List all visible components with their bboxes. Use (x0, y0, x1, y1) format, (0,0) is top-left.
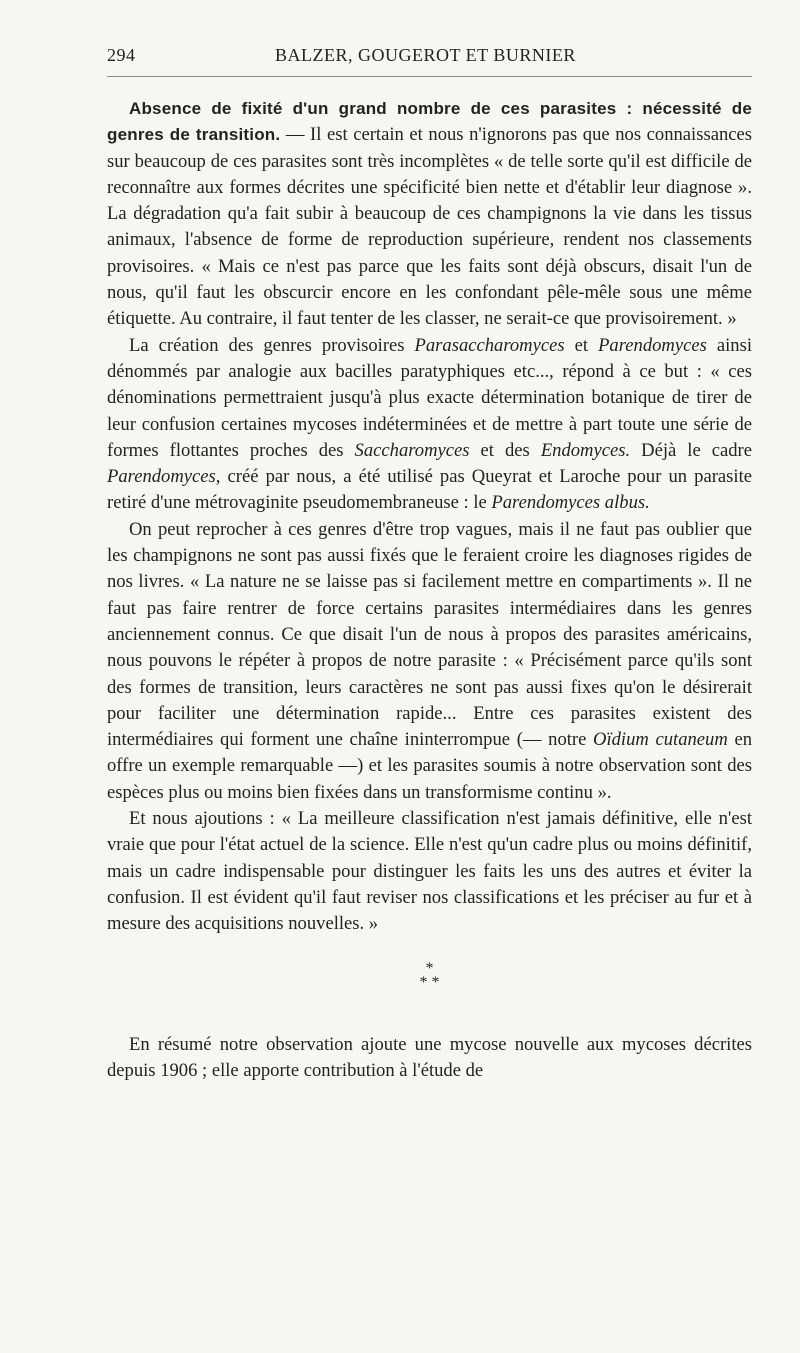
paragraph-classification: Et nous ajoutions : « La meilleure classification n'est jamais définitive, elle n'est vraie que pour l'état actuel de la science. Elle n'est qu'un cadre plus ou moins définitif, mais un cadre indispensable pour distinguer les faits les uns des autres et éviter la confusion. Il est évident qu'il faut reviser nos classifications et les préciser au fur et à mesure des acquisitions nouvelles. » (107, 808, 752, 935)
body-text (107, 96, 752, 1084)
section-heading: Absence de fixité d'un grand nombre de ces parasites : nécessité de genres de transition. (107, 99, 752, 145)
text-run: ainsi dénommés par analogie aux bacilles paratyphiques etc..., répond à ce but : « ces dénominations permettraient jusqu'à plus exacte détermination botanique de tirer de leur confusion certaines mycoses indéterminées et de mettre à part toute une série de formes flottantes proches des (107, 334, 752, 461)
page-number: 294 (107, 45, 136, 65)
paragraph-text: — Il est certain et nous n'ignorons pas que nos connaissances sur beaucoup de ces parasites sont très incomplètes « de telle sorte qu'il est difficile de reconnaître aux formes décrites une spécificité bien nette et d'établir leur diagnose ». La dégradation qu'a fait subir à beaucoup de ces champignons la vie dans les tissus animaux, l'absence de forme de reproduction supérieure, rendent nos classements provisoires. « Mais ce n'est pas parce que les faits sont déjà obscurs, disait l'un de nous, qu'il faut les obscurcir encore en les confondant pêle-mêle sous une même étiquette. Au contraire, il faut tenter de les classer, ne serait-ce que provisoirement. » (107, 124, 752, 330)
species-name: Parendomyces albus. (491, 492, 650, 514)
text-run: Déjà le cadre (630, 439, 752, 461)
text-run: La création des genres provisoires (129, 334, 415, 356)
text-run: créé par nous, a été utilisé pas Queyrat et Laroche pour un parasite retiré d'une métrovaginite pseudomembraneuse : le (107, 466, 752, 514)
running-head: BALZER, GOUGEROT ET BURNIER (275, 45, 576, 65)
genus-name: Saccharomyces (354, 439, 470, 461)
text-run: en offre un exemple remarquable —) et les parasites soumis à notre observation sont des espèces plus ou moins bien fixées dans un transformisme continu ». (107, 729, 753, 803)
section-separator (107, 959, 752, 991)
genus-name: Parendomyces, (107, 466, 221, 488)
text-run: et des (469, 439, 541, 461)
genus-name: Endomyces. (540, 439, 631, 461)
separator-stars-bottom: * * (419, 973, 440, 991)
text-run: On peut reprocher à ces genres d'être trop vagues, mais il ne faut pas oublier que les champignons ne sont pas aussi fixés que le feraient croire les diagnoses rigides de nos livres. « La nature ne se laisse pas si facilement mettre en compartiments ». Il ne faut pas faire rentrer de force certains parasites intermédiaires dans les genres anciennement connus. Ce que disait l'un de nous à propos des parasites américains, nous pouvons le répéter à propos de notre parasite : « Précisément parce qu'ils sont des formes de transition, leurs caractères ne sont pas aussi fixes qu'on le désirerait pour faciliter une détermination rapide... Entre ces parasites existent des intermédiaires qui forment une chaîne ininterrompue (— notre (107, 518, 752, 751)
paragraph-reproche-genres (107, 517, 752, 806)
genus-name: Parendomyces (598, 334, 707, 356)
paragraph-absence-de-fixite (107, 96, 752, 333)
paragraph-resume: En résumé notre observation ajoute une mycose nouvelle aux mycoses décrites depuis 1906 ; elle apporte contribution à l'étude de (107, 1033, 752, 1081)
separator-star-top: * (425, 959, 434, 977)
text-run: et (564, 334, 599, 356)
species-name: Oïdium cutaneum (593, 729, 728, 751)
paragraph-genres-provisoires (107, 333, 752, 517)
genus-name: Parasaccharomyces (414, 334, 565, 356)
page-header (107, 40, 752, 77)
